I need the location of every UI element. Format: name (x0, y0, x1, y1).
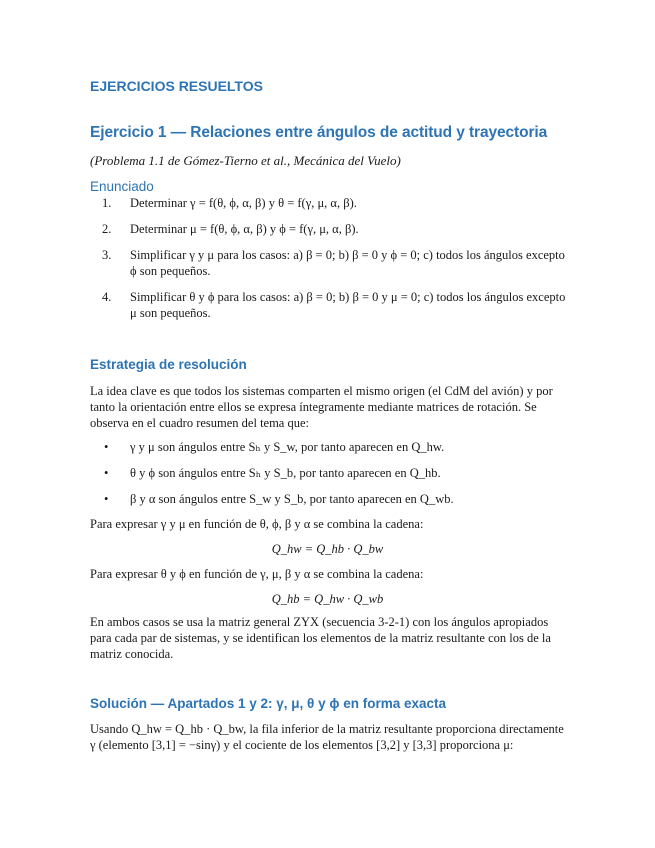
list-item (90, 289, 570, 321)
list-item: • θ y ϕ son ángulos entre Sₕ y S_b, por tanto aparecen en Q_hb. (90, 465, 570, 481)
list-item (90, 195, 570, 211)
item-text: Determinar γ = f(θ, ϕ, α, β) y θ = f(γ, μ, α, β). (130, 196, 357, 210)
chain-paragraph-2: Para expresar θ y ϕ en función de γ, μ, β y α se combina la cadena: (90, 567, 424, 581)
item-text: Simplificar θ y ϕ para los casos: a) β = 0; b) β = 0 y μ = 0; c) todos los ángulos excepto μ son pequeños. (130, 290, 566, 320)
solution-heading: Solución — Apartados 1 y 2: γ, μ, θ y ϕ en forma exacta (90, 696, 447, 711)
solution-paragraph: Usando Q_hw = Q_hb · Q_bw, la fila inferior de la matriz resultante proporciona directamente γ (elemento [3,1] = −sinγ) y el cociente de los elementos [3,2] y [3,3] proporciona μ: (90, 722, 564, 752)
main-title: EJERCICIOS RESUELTOS (90, 78, 263, 94)
item-number: 2. (102, 222, 112, 236)
list-item (90, 221, 570, 237)
list-item: • γ y μ son ángulos entre Sₕ y S_w, por tanto aparecen en Q_hw. (90, 439, 570, 455)
task-list (90, 195, 570, 331)
bullet-list (90, 439, 570, 517)
statement-heading: Enunciado (90, 179, 154, 194)
equation-1: Q_hw = Q_hb · Q_bw (271, 542, 384, 556)
exercise-title: Ejercicio 1 — Relaciones entre ángulos de actitud y trayectoria (90, 124, 548, 141)
list-item: • β y α son ángulos entre S_w y S_b, por tanto aparecen en Q_wb. (90, 491, 570, 507)
reference-note: (Problema 1.1 de Gómez-Tierno et al., Mecánica del Vuelo) (90, 153, 401, 168)
strategy-intro: La idea clave es que todos los sistemas comparten el mismo origen (el CdM del avión) y por tanto la orientación entre ellos se expresa íntegramente mediante matrices de rotación. Se observa en el cuadro resumen del tema que: (90, 384, 553, 430)
item-number: 3. (102, 248, 112, 262)
item-number: 1. (102, 196, 112, 210)
chain-paragraph-1: Para expresar γ y μ en función de θ, ϕ, β y α se combina la cadena: (90, 517, 424, 531)
item-text: Simplificar γ y μ para los casos: a) β = 0; b) β = 0 y ϕ = 0; c) todos los ángulos excepto ϕ son pequeños. (130, 248, 565, 278)
method-paragraph: En ambos casos se usa la matriz general ZYX (secuencia 3-2-1) con los ángulos apropiados para cada par de sistemas, y se identifican los elementos de la matriz resultante con los de la matriz conocida. (90, 615, 551, 661)
item-text: Determinar μ = f(θ, ϕ, α, β) y ϕ = f(γ, μ, α, β). (130, 222, 359, 236)
strategy-heading: Estrategia de resolución (90, 357, 247, 372)
equation-2: Q_hb = Q_hw · Q_wb (271, 592, 384, 606)
item-number: 4. (102, 290, 112, 304)
list-item (90, 247, 570, 279)
